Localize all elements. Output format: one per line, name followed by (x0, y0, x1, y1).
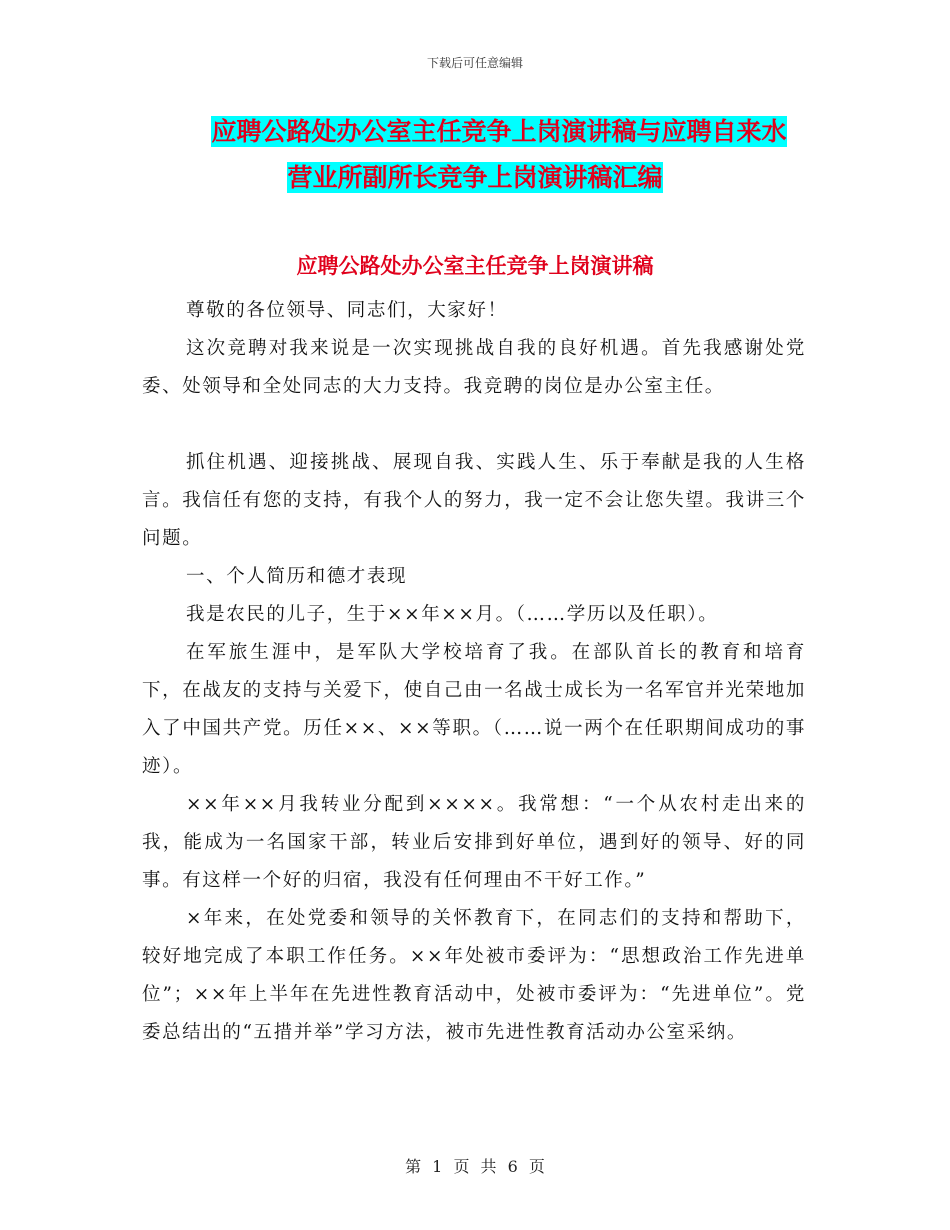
section-title: 应聘公路处办公室主任竞争上岗演讲稿 (296, 254, 654, 278)
paragraph: 抓住机遇、迎接挑战、展现自我、实践人生、乐于奉献是我的人生格言。我信任有您的支持，有我个人的努力，我一定不会让您失望。我讲三个问题。 (142, 452, 806, 549)
paragraph: 我是农民的儿子，生于××年××月。（……学历以及任职）。 (186, 604, 719, 625)
title-highlight-2: 营业所副所长竞争上岗演讲稿汇编 (287, 163, 663, 192)
paragraph: 在军旅生涯中，是军队大学校培育了我。在部队首长的教育和培育下，在战友的支持与关爱下，使自己由一名战士成长为一名军官并光荣地加入了中国共产党。历任××、××等职。（……说一两个在任职期间成功的事迹）。 (142, 642, 806, 777)
speech-body (142, 292, 806, 1052)
paragraph-greeting: 尊敬的各位领导、同志们，大家好！ (186, 300, 508, 321)
paragraph: 这次竞聘对我来说是一次实现挑战自我的良好机遇。首先我感谢处党委、处领导和全处同志的大力支持。我竞聘的岗位是办公室主任。 (142, 338, 806, 397)
section-heading: 一、个人简历和德才表现 (186, 566, 408, 587)
paragraph: ××年××月我转业分配到××××。我常想：“一个从农村走出来的我，能成为一名国家干部，转业后安排到好单位，遇到好的领导、好的同事。有这样一个好的归宿，我没有任何理由不干好工作。” (142, 794, 806, 891)
title-highlight-1: 应聘公路处办公室主任竞争上岗演讲稿与应聘自来水 (211, 117, 787, 146)
document-title-line-2 (0, 158, 950, 194)
paragraph: ×年来，在处党委和领导的关怀教育下，在同志们的支持和帮助下，较好地完成了本职工作任务。××年处被市委评为：“思想政治工作先进单位”；××年上半年在先进性教育活动中，处被市委评为：“先进单位”。党委总结出的“五措并举”学习方法，被市先进性教育活动办公室采纳。 (142, 908, 806, 1043)
page-number-footer: 第 1 页 共 6 页 (405, 1157, 545, 1176)
header-note: 下载后可任意编辑 (426, 56, 523, 70)
document-title-line-1 (0, 112, 950, 148)
